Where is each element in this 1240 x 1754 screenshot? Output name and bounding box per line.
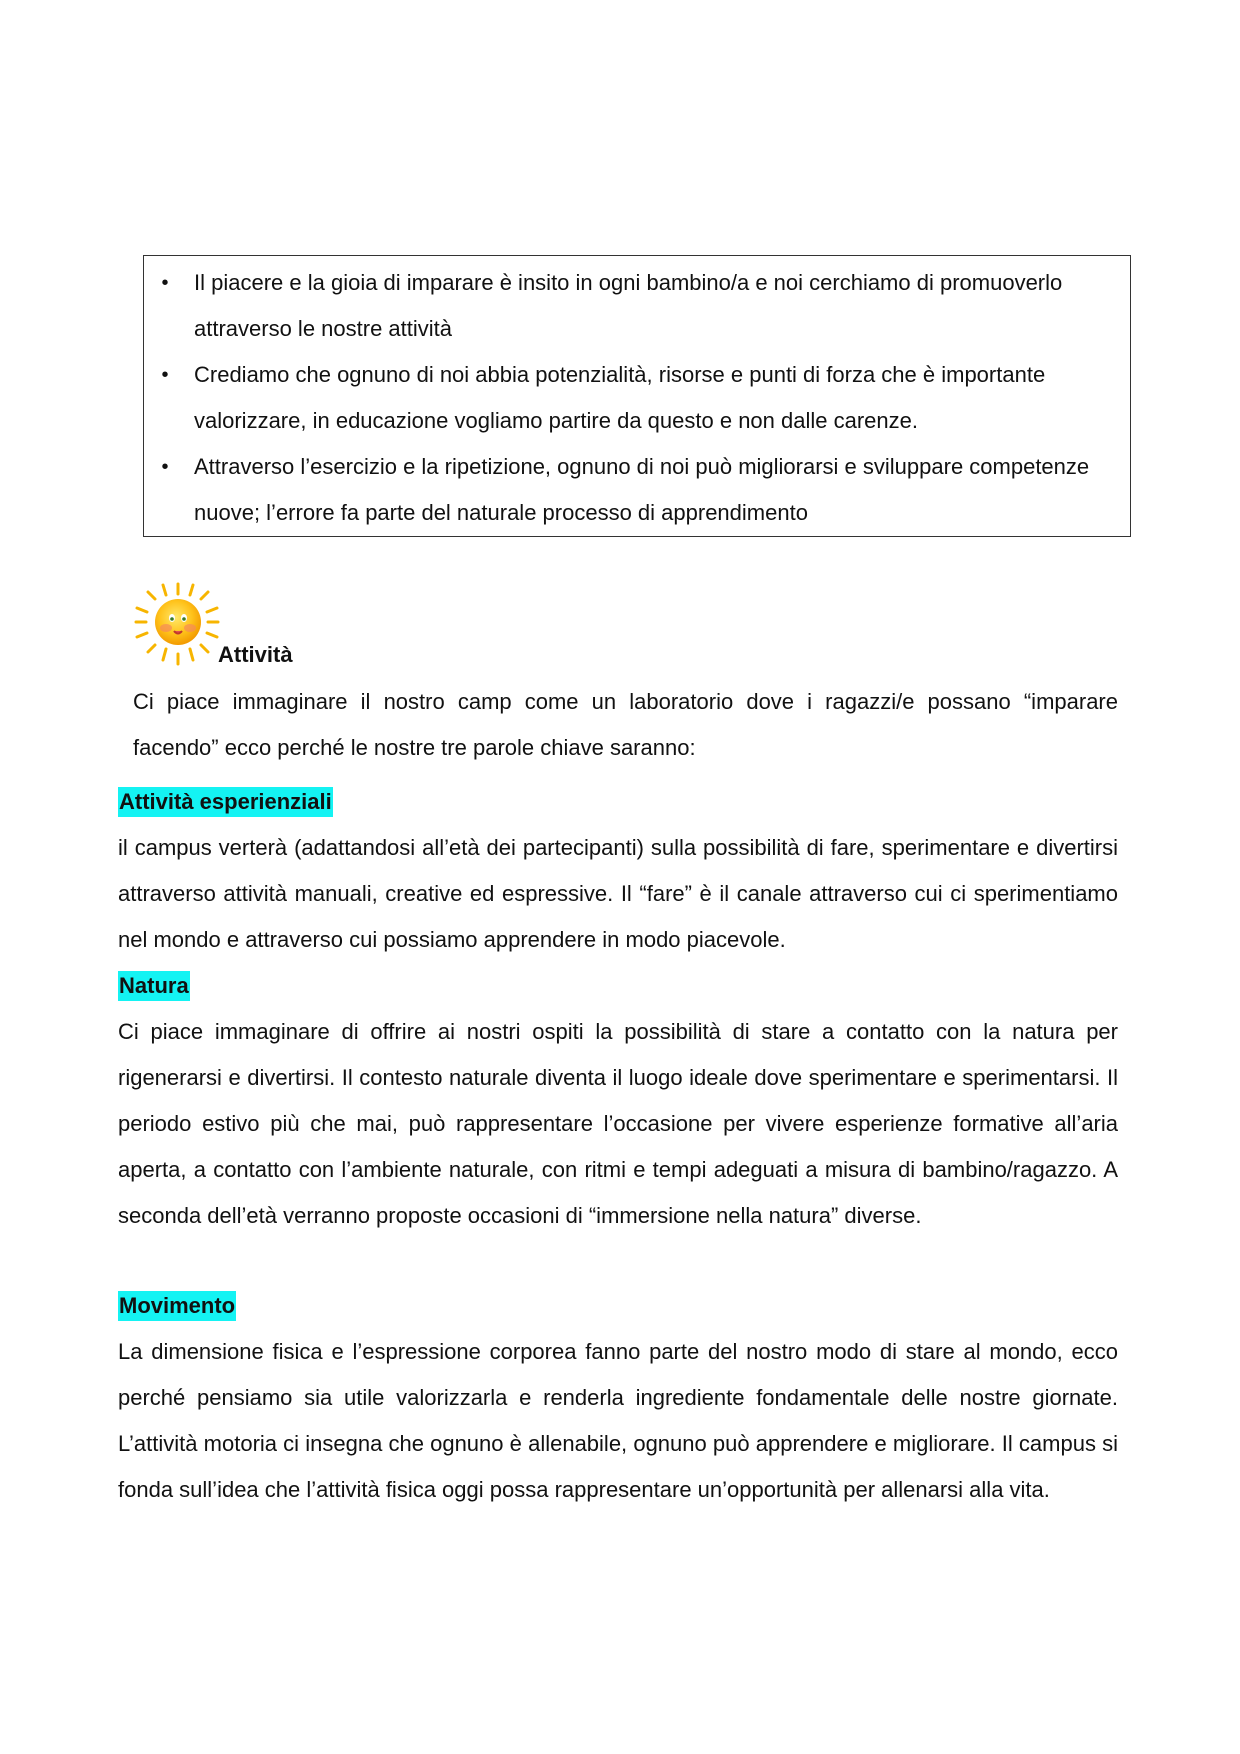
list-item-text: Attraverso l’esercizio e la ripetizione, ognuno di noi può migliorarsi e sviluppare competenze nuove; l’errore fa parte del naturale processo di apprendimento — [194, 454, 1090, 525]
keyword-heading: Attività esperienziali — [118, 787, 333, 817]
keyword-section-movimento — [118, 1283, 1118, 1513]
list-item-text: Crediamo che ognuno di noi abbia potenzialità, risorse e punti di forza che è importante valorizzare, in educazione vogliamo partire da questo e non dalle carenze. — [194, 362, 1046, 433]
principles-list — [144, 260, 1130, 536]
bullet-icon: • — [161, 456, 169, 478]
keyword-section-natura — [118, 963, 1118, 1239]
keyword-heading: Natura — [118, 971, 190, 1001]
keyword-section-esperienziali — [118, 779, 1118, 963]
list-item-text: Il piacere e la gioia di imparare è insito in ogni bambino/a e noi cerchiamo di promuoverlo attraverso le nostre attività — [194, 270, 1063, 341]
intro-paragraph: Ci piace immaginare il nostro camp come un laboratorio dove i ragazzi/e possano “imparare facendo” ecco perché le nostre tre parole chiave saranno: — [133, 689, 1118, 760]
list-item — [144, 260, 1130, 352]
sun-icon — [132, 582, 222, 666]
section-title: Attività — [218, 642, 293, 667]
keyword-paragraph: Ci piace immaginare di offrire ai nostri ospiti la possibilità di stare a contatto con la natura per rigenerarsi e divertirsi. Il contesto naturale diventa il luogo ideale dove sperimentare e sperimentarsi. Il periodo estivo più che mai, può rappresentare l’occasione per vivere esperienze formative all’aria aperta, a contatto con l’ambiente naturale, con ritmi e tempi adeguati a misura di bambino/ragazzo. A seconda dell’età verranno proposte occasioni di “immersione nella natura” diverse. — [118, 1019, 1118, 1228]
keyword-paragraph: La dimensione fisica e l’espressione corporea fanno parte del nostro modo di stare al mondo, ecco perché pensiamo sia utile valorizzarla e renderla ingrediente fondamentale delle nostre giornate. L’attività motoria ci insegna che ognuno è allenabile, ognuno può apprendere e migliorare. Il campus si fonda sull’idea che l’attività fisica oggi possa rappresentare un’opportunità per allenarsi alla vita. — [118, 1339, 1118, 1502]
keyword-paragraph: il campus verterà (adattandosi all’età dei partecipanti) sulla possibilità di fare, sperimentare e divertirsi attraverso attività manuali, creative ed espressive. Il “fare” è il canale attraverso cui ci sperimentiamo nel mondo e attraverso cui possiamo apprendere in modo piacevole. — [118, 835, 1118, 952]
list-item — [144, 352, 1130, 444]
keyword-heading: Movimento — [118, 1291, 236, 1321]
principles-box — [143, 255, 1131, 537]
bullet-icon: • — [161, 364, 169, 386]
bullet-icon: • — [161, 272, 169, 294]
list-item — [144, 444, 1130, 536]
